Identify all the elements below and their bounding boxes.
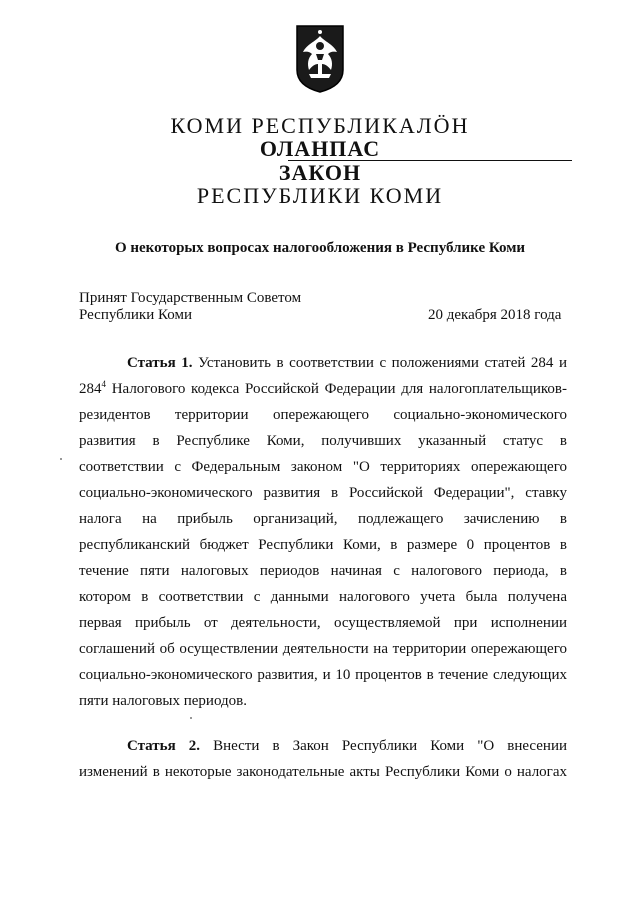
article-2-line-2: изменений в некоторые законодательные акты Республики Коми о налогах <box>79 764 567 780</box>
adoption-line-1: Принят Государственным Советом <box>79 290 302 306</box>
article-2-line-1: Статья 2. Внести в Закон Республики Коми "О внесении <box>127 738 567 754</box>
scan-speck <box>60 458 62 460</box>
article-1-line-13: социально-экономического развития, и 10 процентов в течение следующих <box>79 667 567 683</box>
komi-emblem-icon <box>295 24 345 94</box>
article-1-label: Статья 1. <box>127 355 193 371</box>
article-1-line-7: налога на прибыль организаций, подлежащего зачислению в <box>79 511 567 527</box>
article-1-line-5: соответствии с Федеральным законом "О территориях опережающего <box>79 459 567 475</box>
scan-speck <box>190 717 192 719</box>
article-1-line-11: первая прибыль от деятельности, осуществляемой при исполнении <box>79 615 567 631</box>
header-respubliki-komi: РЕСПУБЛИКИ КОМИ <box>196 183 444 208</box>
article-1-line-3: резидентов территории опережающего социально-экономического <box>79 407 567 423</box>
header-olanpas: ОЛАНПАС <box>259 136 381 161</box>
article-1-line-14: пяти налоговых периодов. <box>79 693 247 709</box>
article-1-line-6: социально-экономического развития в Российской Федерации", ставку <box>79 485 567 501</box>
article-2-label: Статья 2. <box>127 738 201 754</box>
adoption-date: 20 декабря 2018 года <box>428 307 562 323</box>
article-1-line-2: $284^4$ Налогового кодекса Российской Федерации для налогоплательщиков- <box>79 379 567 397</box>
law-title: О некоторых вопросах налогообложения в Республике Коми <box>114 240 526 256</box>
article-2 <box>79 733 567 785</box>
article-1-line-10: котором в соответствии с данными налогового учета была получена <box>79 589 567 605</box>
article-1-line-9: течение пяти налоговых периодов начиная с налогового периода, в <box>79 563 567 579</box>
article-1 <box>79 350 567 714</box>
article-1-line-1: Статья 1. Установить в соответствии с положениями статей 284 и <box>127 355 568 371</box>
article-1-line-8: республиканский бюджет Республики Коми, в размере 0 процентов в <box>79 537 567 553</box>
adoption-line-2: Республики Коми <box>79 307 192 323</box>
header-komi-respublikalon: КОМИ РЕСПУБЛИКАЛÖН <box>170 113 470 138</box>
header-zakon: ЗАКОН <box>278 160 362 185</box>
adoption-block <box>79 290 301 324</box>
coat-of-arms-emblem <box>295 24 345 94</box>
article-1-line-4: развития в Республике Коми, получивших указанный статус в <box>79 433 567 449</box>
article-1-line-12: соглашений об осуществлении деятельности на территории опережающего <box>79 641 567 657</box>
